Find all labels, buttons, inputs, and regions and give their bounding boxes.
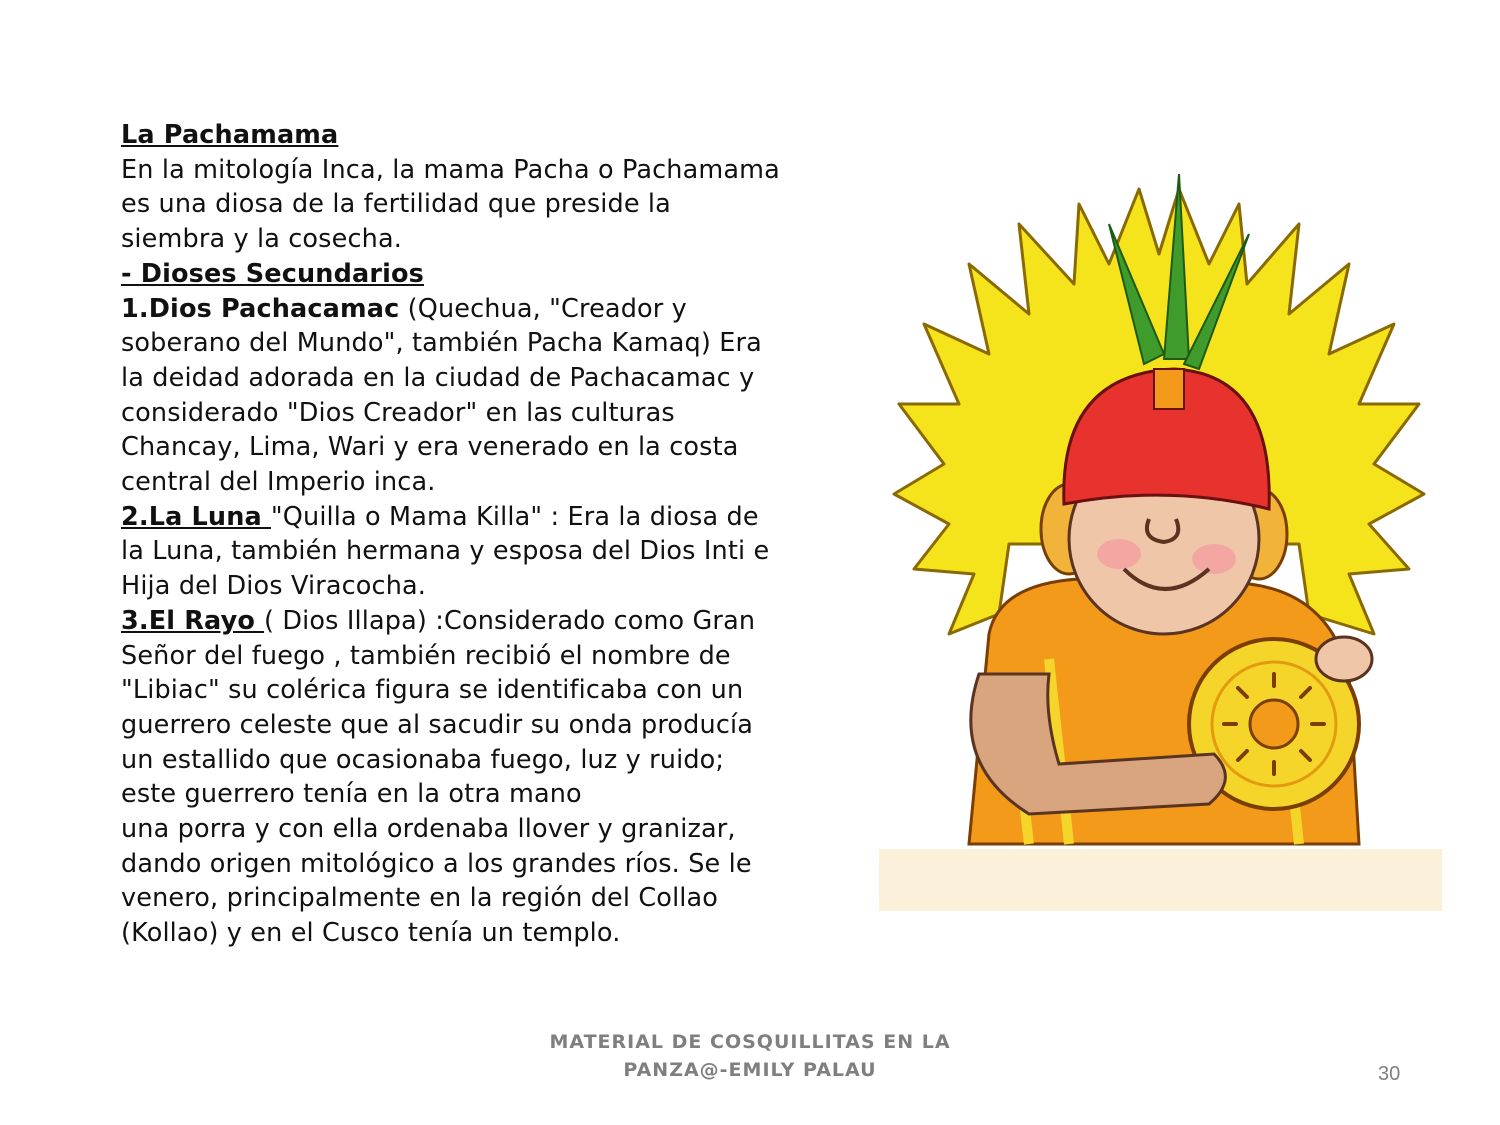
item3-line: dando origen mitológico a los grandes ríos. Se le [121,848,752,879]
item3-title: 3.El Rayo [121,605,265,636]
helmet-band [1154,369,1184,409]
pachamama-line: siembra y la cosecha. [121,224,402,255]
footer-credit [450,1028,1050,1084]
pachamama-line: es una diosa de la fertilidad que preside la [121,189,671,220]
item3-line: guerrero celeste que al sacudir su onda producía [121,709,754,740]
item3-line: "Libiac" su colérica figura se identificaba con un [121,675,744,706]
sun-icon [1250,700,1298,748]
cheek [1192,544,1236,574]
item2-line: la Luna, también hermana y esposa del Dios Inti e [121,536,770,567]
item3-line: (Kollao) y en el Cusco tenía un templo. [121,918,621,949]
item1-first-line: (Quechua, "Creador y [399,293,687,324]
item1-line: soberano del Mundo", también Pacha Kamaq) Era [121,328,762,359]
item2-line: Hija del Dios Viracocha. [121,571,427,602]
item1-title: 1.Dios Pachacamac [121,293,400,324]
page-number: 30 [1378,1063,1401,1085]
document-text [121,118,811,951]
item1-line: considerado "Dios Creador" en las culturas [121,397,675,428]
heading-dioses-secundarios: - Dioses Secundarios [121,258,424,289]
item3-line: un estallido que ocasionaba fuego, luz y ruido; [121,744,725,775]
item3-first-line: ( Dios Illapa) :Considerado como Gran [264,605,756,636]
illustration-background [879,849,1442,911]
hand [1316,637,1372,681]
footer-line: MATERIAL DE COSQUILLITAS EN LA [549,1031,951,1053]
item1-line: la deidad adorada en la ciudad de Pachacamac y [121,362,755,393]
item1-line: central del Imperio inca. [121,467,436,498]
inca-figure-illustration [879,114,1442,911]
item3-line: Señor del fuego , también recibió el nombre de [121,640,731,671]
item2-title: 2.La Luna [121,501,271,532]
item3-line: venero, principalmente en la región del Collao [121,883,719,914]
pachamama-line: En la mitología Inca, la mama Pacha o Pachamama [121,154,780,185]
item2-first-line: "Quilla o Mama Killa" : Era la diosa de [270,501,759,532]
footer-line: PANZA@-EMILY PALAU [623,1059,877,1081]
item3-line: este guerrero tenía en la otra mano [121,779,582,810]
item1-line: Chancay, Lima, Wari y era venerado en la costa [121,432,739,463]
item3-line: una porra y con ella ordenaba llover y granizar, [121,814,736,845]
heading-pachamama: La Pachamama [121,120,339,150]
cheek [1097,539,1141,569]
